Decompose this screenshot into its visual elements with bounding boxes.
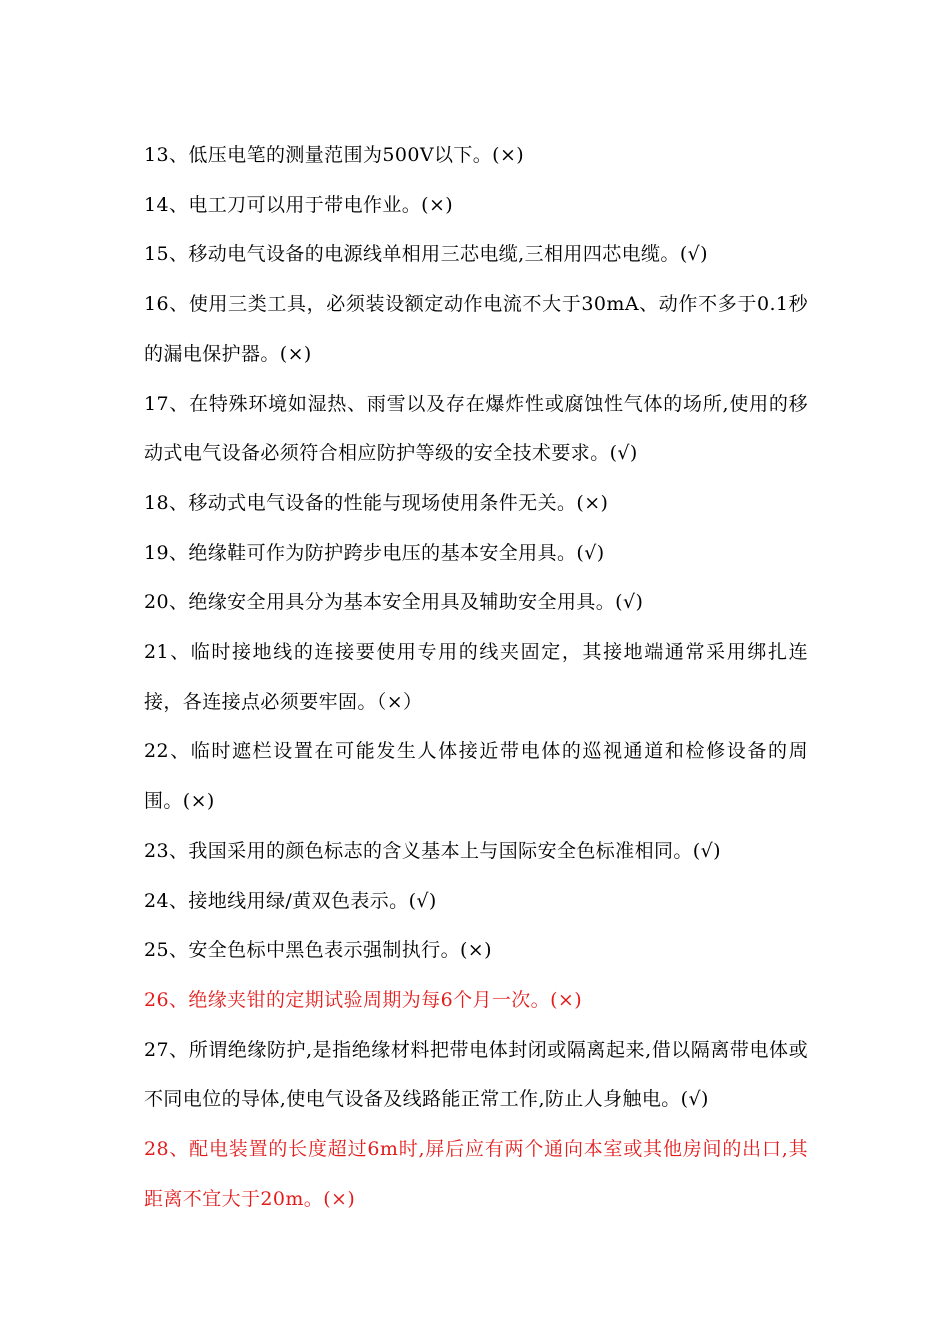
question-item-28-highlighted: 28、配电装置的长度超过6m时,屏后应有两个通向本室或其他房间的出口,其距离不宜大于20m。(×) — [144, 1138, 808, 1210]
question-item-22: 22、临时遮栏设置在可能发生人体接近带电体的巡视通道和检修设备的周围。(×) — [144, 740, 808, 813]
question-item-19: 19、绝缘鞋可作为防护跨步电压的基本安全用具。(√) — [144, 541, 605, 564]
question-item-16: 16、使用三类工具，必须装设额定动作电流不大于30mA、动作不多于0.1秒的漏电保护器。(×) — [144, 293, 808, 365]
question-item-15: 15、移动电气设备的电源线单相用三芯电缆,三相用四芯电缆。(√) — [144, 243, 708, 266]
question-item-17: 17、在特殊环境如湿热、雨雪以及存在爆炸性或腐蚀性气体的场所,使用的移动式电气设备必须符合相应防护等级的安全技术要求。(√) — [144, 392, 808, 465]
question-item-25: 25、安全色标中黑色表示强制执行。(×) — [144, 939, 492, 962]
question-item-14: 14、电工刀可以用于带电作业。(×) — [144, 193, 454, 216]
question-item-26-highlighted: 26、绝缘夹钳的定期试验周期为每6个月一次。(×) — [144, 988, 583, 1011]
question-item-21: 21、临时接地线的连接要使用专用的线夹固定，其接地端通常采用绑扎连接，各连接点必须要牢固。（×） — [144, 641, 808, 713]
question-item-13: 13、低压电笔的测量范围为500V以下。(×) — [144, 144, 525, 166]
question-item-23: 23、我国采用的颜色标志的含义基本上与国际安全色标准相同。(√) — [144, 839, 721, 862]
question-item-20: 20、绝缘安全用具分为基本安全用具及辅助安全用具。(√) — [144, 591, 644, 614]
question-item-24: 24、接地线用绿/黄双色表示。(√) — [144, 889, 437, 912]
question-list — [144, 131, 808, 1224]
question-item-18: 18、移动式电气设备的性能与现场使用条件无关。(×) — [144, 491, 609, 514]
question-item-27: 27、所谓绝缘防护,是指绝缘材料把带电体封闭或隔离起来,借以隔离带电体或不同电位的导体,使电气设备及线路能正常工作,防止人身触电。(√) — [144, 1038, 808, 1111]
